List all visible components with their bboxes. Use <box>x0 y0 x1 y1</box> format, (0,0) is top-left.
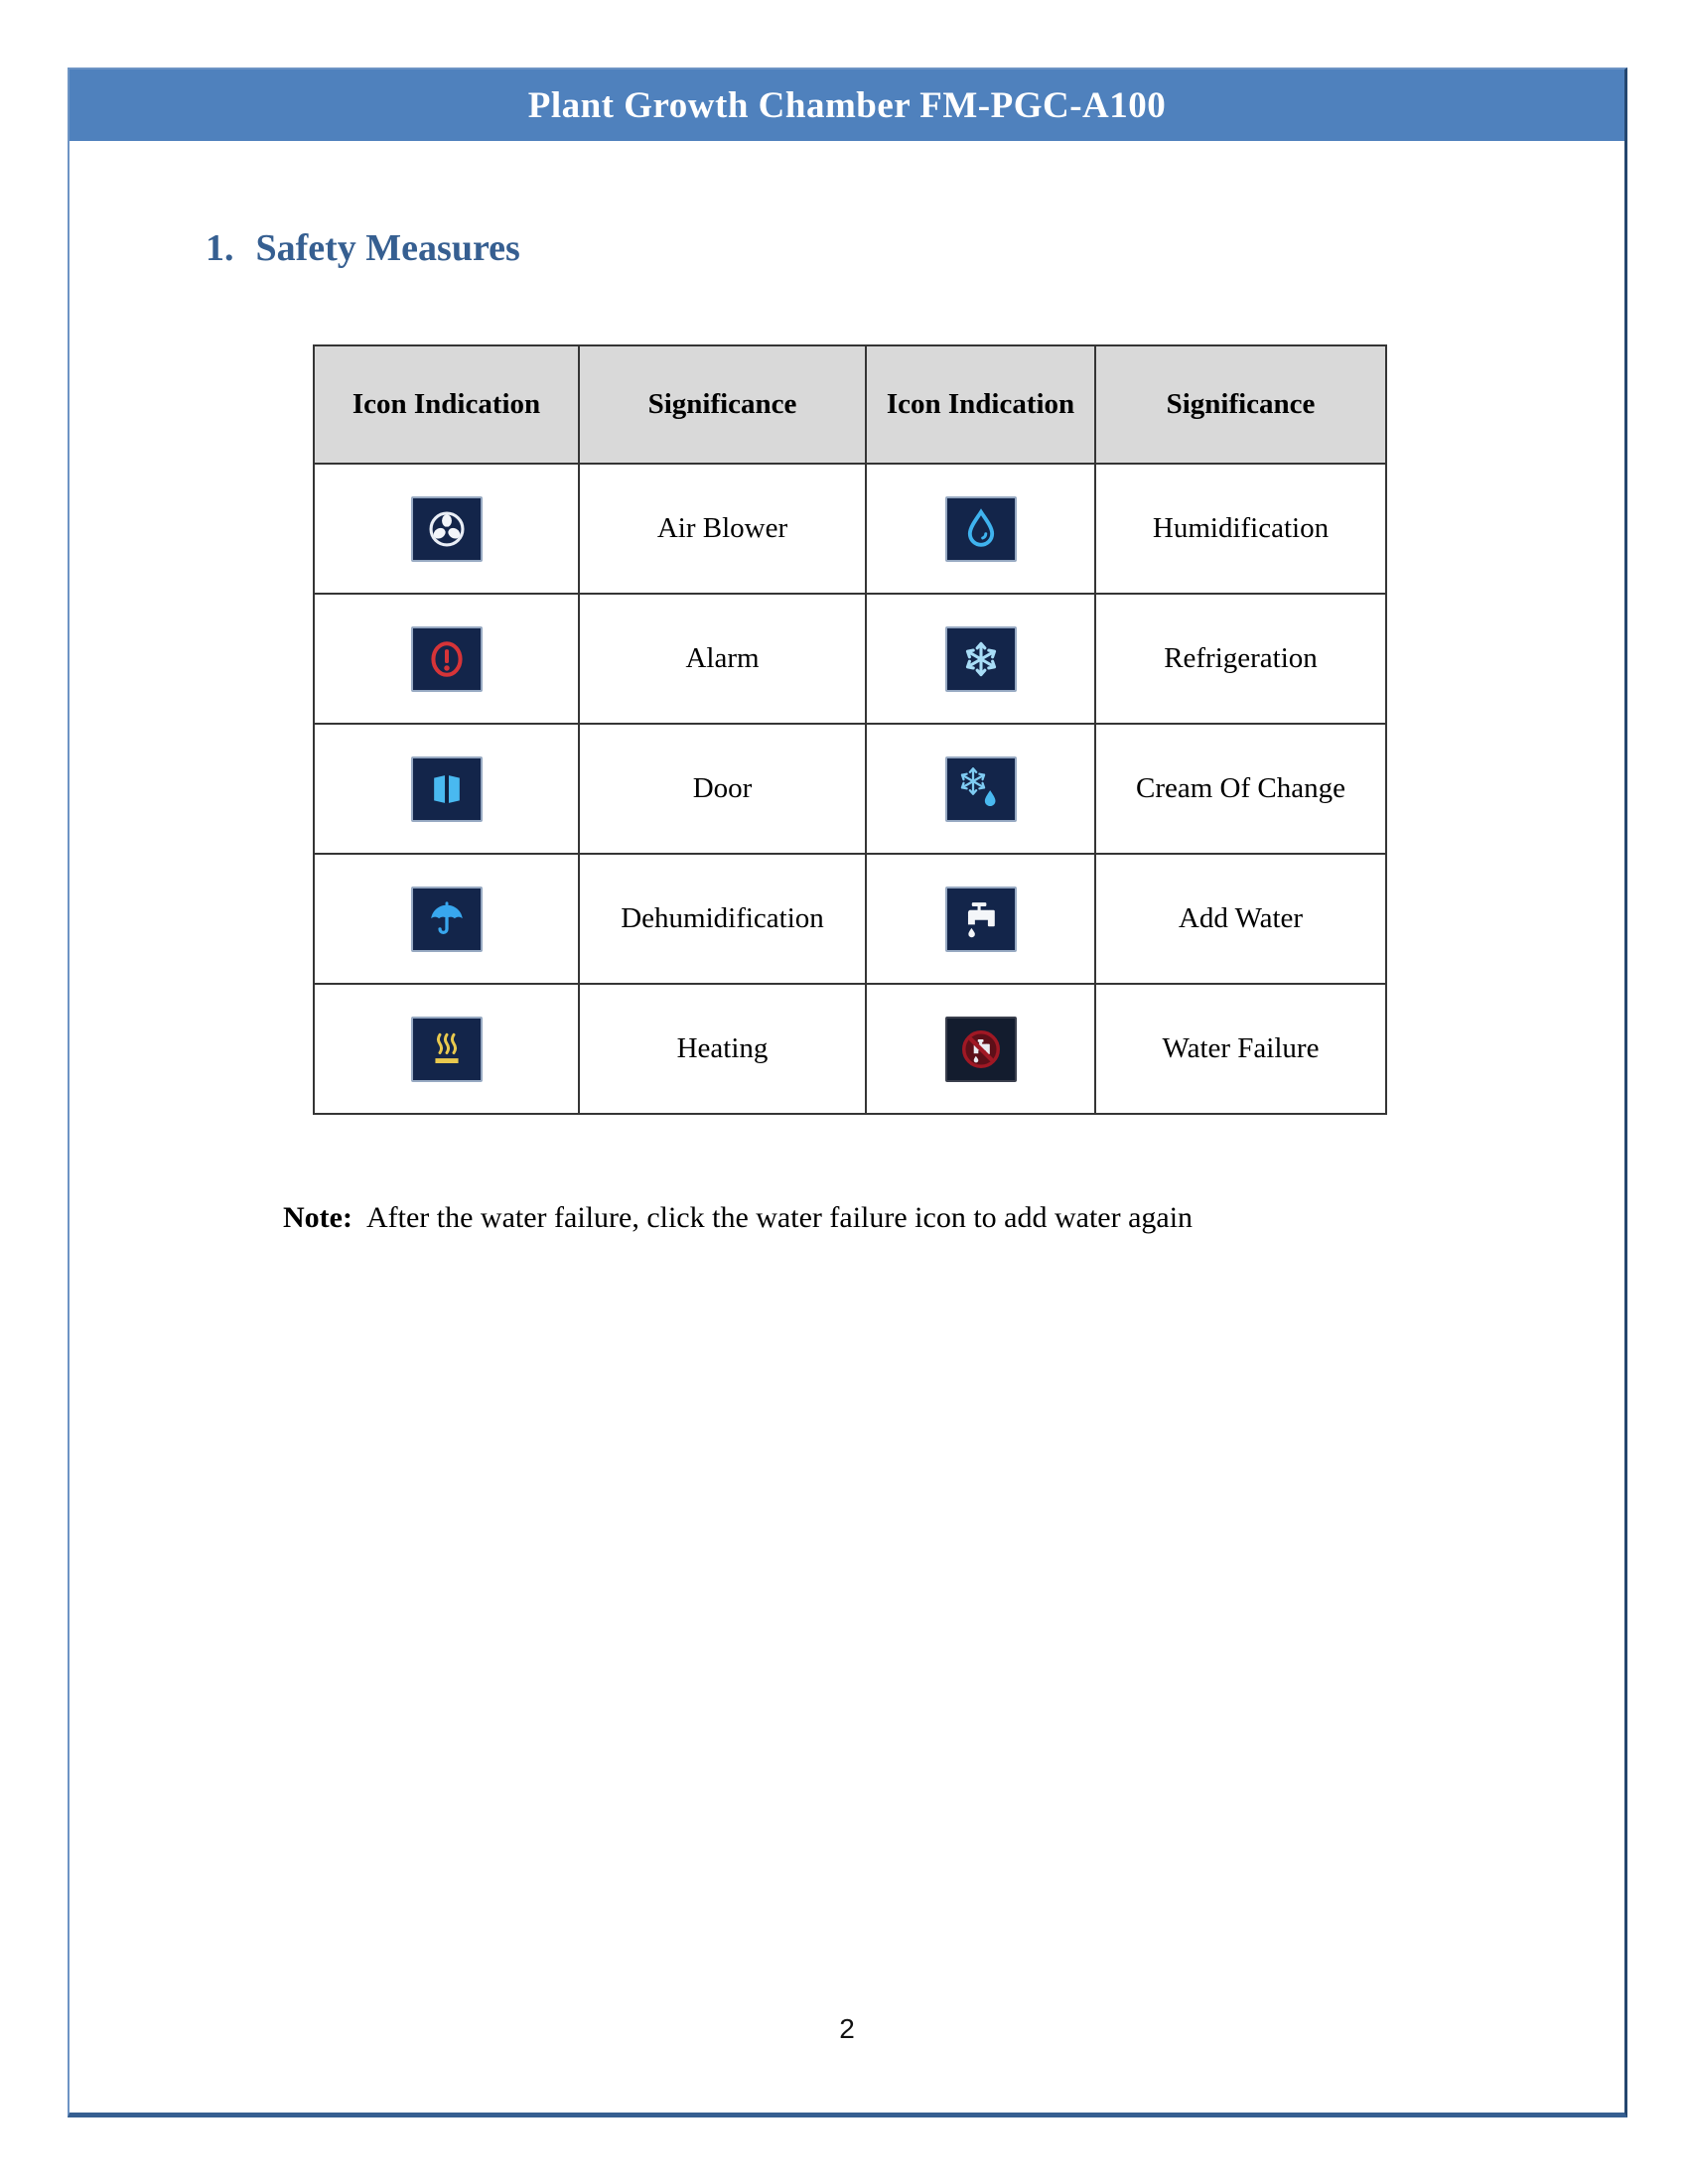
note-paragraph <box>283 1201 1193 1235</box>
note-label: Note: <box>283 1201 352 1234</box>
table-header-row <box>314 345 1386 464</box>
air-blower-icon <box>411 496 483 562</box>
col-header-icon-indication-left: Icon Indication <box>314 345 579 464</box>
humidification-icon <box>945 496 1017 562</box>
significance-cell: Door <box>579 724 866 854</box>
safety-icons-table <box>313 344 1387 1115</box>
note-text: After the water failure, click the water failure icon to add water again <box>365 1201 1194 1234</box>
heating-icon <box>411 1017 483 1082</box>
title-banner <box>70 69 1624 141</box>
door-icon <box>411 756 483 822</box>
significance-cell: Add Water <box>1095 854 1386 984</box>
document-title: Plant Growth Chamber FM-PGC-A100 <box>527 84 1167 126</box>
table-row <box>314 984 1386 1114</box>
page-frame <box>68 68 1627 2117</box>
defrost-icon <box>945 756 1017 822</box>
table-row <box>314 594 1386 724</box>
table-row <box>314 724 1386 854</box>
significance-cell: Alarm <box>579 594 866 724</box>
table-row <box>314 854 1386 984</box>
table-row <box>314 464 1386 594</box>
refrigeration-icon <box>945 626 1017 692</box>
col-header-significance-right: Significance <box>1095 345 1386 464</box>
section-title: Safety Measures <box>255 227 520 269</box>
significance-cell: Cream Of Change <box>1095 724 1386 854</box>
significance-cell: Dehumidification <box>579 854 866 984</box>
water-failure-icon <box>945 1017 1017 1082</box>
col-header-icon-indication-right: Icon Indication <box>866 345 1095 464</box>
section-heading <box>206 226 520 270</box>
col-header-significance-left: Significance <box>579 345 866 464</box>
significance-cell: Water Failure <box>1095 984 1386 1114</box>
add-water-icon <box>945 887 1017 952</box>
dehumidification-icon <box>411 887 483 952</box>
significance-cell: Heating <box>579 984 866 1114</box>
significance-cell: Air Blower <box>579 464 866 594</box>
alarm-icon <box>411 626 483 692</box>
significance-cell: Humidification <box>1095 464 1386 594</box>
significance-cell: Refrigeration <box>1095 594 1386 724</box>
page-number: 2 <box>839 2013 855 2044</box>
section-number: 1. <box>206 227 234 269</box>
